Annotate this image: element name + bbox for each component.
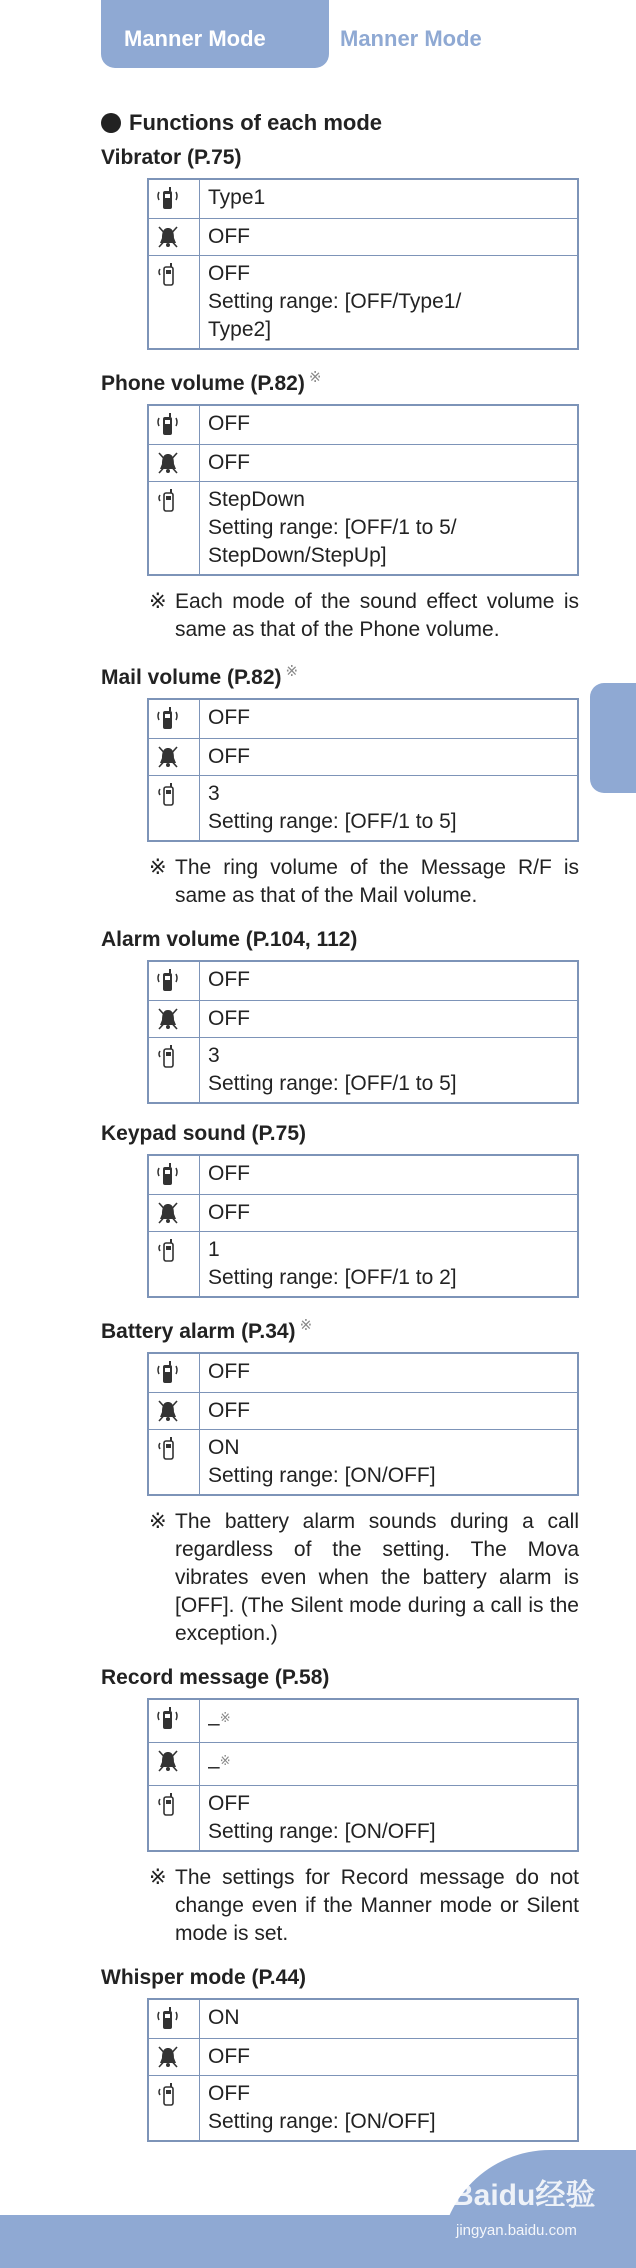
setting-value bbox=[200, 179, 579, 219]
setting-title bbox=[101, 662, 581, 690]
footnote-mark: ※ bbox=[149, 1866, 167, 1889]
setting-item bbox=[101, 1122, 581, 1298]
side-index-tab bbox=[590, 683, 636, 793]
setting-value-line: Setting range: [ON/OFF] bbox=[208, 1464, 436, 1487]
manner-mode-icon bbox=[148, 256, 200, 350]
table-row bbox=[148, 2039, 578, 2076]
setting-value-line: OFF bbox=[208, 1792, 250, 1815]
setting-value-line: 1 bbox=[208, 1238, 220, 1261]
mode-settings-table bbox=[147, 1998, 579, 2142]
setting-item bbox=[101, 1966, 581, 2142]
bullet-icon bbox=[101, 113, 121, 133]
setting-value bbox=[200, 219, 579, 256]
table-row bbox=[148, 699, 578, 739]
setting-item bbox=[101, 1666, 581, 1948]
setting-value-line: Setting range: [OFF/1 to 5/ bbox=[208, 516, 457, 539]
table-row bbox=[148, 1999, 578, 2039]
setting-title bbox=[101, 1666, 581, 1690]
silent-mode-icon bbox=[148, 1195, 200, 1232]
setting-value-line: Setting range: [OFF/1 to 5] bbox=[208, 810, 457, 833]
footnote-mark: ※ bbox=[149, 590, 167, 613]
setting-value-line: OFF bbox=[208, 1162, 250, 1185]
manner-mode-icon bbox=[148, 776, 200, 842]
setting-value-line: OFF bbox=[208, 968, 250, 991]
setting-value bbox=[200, 1195, 579, 1232]
setting-value-line: OFF bbox=[208, 225, 250, 248]
mode-settings-table bbox=[147, 178, 579, 350]
setting-value-line: OFF bbox=[208, 451, 250, 474]
normal-mode-icon bbox=[148, 179, 200, 219]
setting-value bbox=[200, 776, 579, 842]
footnote-mark: ※ bbox=[149, 856, 167, 879]
setting-item bbox=[101, 928, 581, 1104]
setting-value-line: Setting range: [ON/OFF] bbox=[208, 1820, 436, 1843]
table-row bbox=[148, 2076, 578, 2142]
setting-value bbox=[200, 1038, 579, 1104]
setting-title-text: Phone volume (P.82) bbox=[101, 372, 305, 395]
table-row bbox=[148, 1038, 578, 1104]
mode-settings-table bbox=[147, 1698, 579, 1852]
table-row bbox=[148, 1743, 578, 1786]
setting-value-line: 3 bbox=[208, 1044, 220, 1067]
table-row bbox=[148, 1353, 578, 1393]
setting-title-text: Mail volume (P.82) bbox=[101, 666, 282, 689]
setting-value bbox=[200, 482, 579, 576]
normal-mode-icon bbox=[148, 1155, 200, 1195]
table-row bbox=[148, 445, 578, 482]
setting-value bbox=[200, 256, 579, 350]
setting-title-text: Record message (P.58) bbox=[101, 1666, 330, 1689]
manner-mode-icon bbox=[148, 1232, 200, 1298]
note-reference-mark: ※ bbox=[219, 1753, 231, 1768]
setting-value bbox=[200, 1155, 579, 1195]
header-title: Manner Mode bbox=[340, 26, 482, 51]
setting-value-line: StepDown bbox=[208, 488, 305, 511]
setting-value bbox=[200, 1353, 579, 1393]
silent-mode-icon bbox=[148, 2039, 200, 2076]
footnote bbox=[149, 588, 579, 644]
setting-value bbox=[200, 739, 579, 776]
setting-value bbox=[200, 1743, 579, 1786]
normal-mode-icon bbox=[148, 1353, 200, 1393]
table-row bbox=[148, 1232, 578, 1298]
setting-item bbox=[101, 146, 581, 350]
note-reference-mark: ※ bbox=[285, 663, 299, 680]
setting-value bbox=[200, 1001, 579, 1038]
setting-title-text: Vibrator (P.75) bbox=[101, 146, 242, 169]
table-row bbox=[148, 405, 578, 445]
setting-value-line: OFF bbox=[208, 1201, 250, 1224]
setting-title-text: Battery alarm (P.34) bbox=[101, 1320, 296, 1343]
setting-value-line: Setting range: [OFF/Type1/ bbox=[208, 290, 462, 313]
setting-value-line: OFF bbox=[208, 2082, 250, 2105]
watermark-sub: jingyan.baidu.com bbox=[456, 2222, 577, 2239]
setting-value-line: ON bbox=[208, 2006, 240, 2029]
table-row bbox=[148, 776, 578, 842]
setting-title bbox=[101, 1122, 581, 1146]
content bbox=[101, 110, 581, 2160]
setting-value-text: – bbox=[208, 1755, 220, 1778]
items-list bbox=[101, 146, 581, 2142]
table-row bbox=[148, 1155, 578, 1195]
setting-value bbox=[200, 445, 579, 482]
manner-mode-icon bbox=[148, 1038, 200, 1104]
mode-settings-table bbox=[147, 1352, 579, 1496]
table-row bbox=[148, 961, 578, 1001]
setting-title bbox=[101, 1966, 581, 1990]
normal-mode-icon bbox=[148, 1699, 200, 1743]
section-heading-text: Functions of each mode bbox=[129, 110, 383, 135]
note-reference-mark: ※ bbox=[299, 1317, 313, 1334]
setting-value-line: Setting range: [OFF/1 to 5] bbox=[208, 1072, 457, 1095]
manner-mode-icon bbox=[148, 1430, 200, 1496]
table-row bbox=[148, 739, 578, 776]
setting-value-line: Setting range: [ON/OFF] bbox=[208, 2110, 436, 2133]
silent-mode-icon bbox=[148, 1743, 200, 1786]
silent-mode-icon bbox=[148, 739, 200, 776]
header-tab-label: Manner Mode bbox=[124, 26, 266, 51]
mode-settings-table bbox=[147, 404, 579, 576]
setting-title-text: Alarm volume (P.104, 112) bbox=[101, 928, 358, 951]
setting-value-line: OFF bbox=[208, 745, 250, 768]
silent-mode-icon bbox=[148, 445, 200, 482]
manner-mode-icon bbox=[148, 482, 200, 576]
manner-mode-icon bbox=[148, 1786, 200, 1852]
footnote bbox=[149, 1864, 579, 1948]
setting-value-text: – bbox=[208, 1712, 220, 1735]
setting-value-line: 3 bbox=[208, 782, 220, 805]
setting-value-line: Type1 bbox=[208, 186, 266, 209]
mode-settings-table bbox=[147, 960, 579, 1104]
setting-value-line: OFF bbox=[208, 706, 250, 729]
mode-settings-table bbox=[147, 1154, 579, 1298]
setting-value-line bbox=[208, 1704, 569, 1738]
setting-value-line: OFF bbox=[208, 262, 250, 285]
setting-value bbox=[200, 699, 579, 739]
setting-value-line: OFF bbox=[208, 412, 250, 435]
footnote bbox=[149, 854, 579, 910]
silent-mode-icon bbox=[148, 1001, 200, 1038]
setting-value bbox=[200, 961, 579, 1001]
setting-value bbox=[200, 1699, 579, 1743]
setting-value-line: OFF bbox=[208, 1007, 250, 1030]
normal-mode-icon bbox=[148, 1999, 200, 2039]
footnote-mark: ※ bbox=[149, 1510, 167, 1533]
setting-title bbox=[101, 1316, 581, 1344]
table-row bbox=[148, 1699, 578, 1743]
setting-value bbox=[200, 1232, 579, 1298]
note-reference-mark: ※ bbox=[308, 369, 322, 386]
setting-title-text: Keypad sound (P.75) bbox=[101, 1122, 306, 1145]
manner-mode-icon bbox=[148, 2076, 200, 2142]
footnote-text: The ring volume of the Message R/F is same as that of the Mail volume. bbox=[175, 856, 579, 907]
setting-value-line: StepDown/StepUp] bbox=[208, 544, 387, 567]
setting-title bbox=[101, 146, 581, 170]
table-row bbox=[148, 179, 578, 219]
setting-value-line: ON bbox=[208, 1436, 240, 1459]
table-row bbox=[148, 1786, 578, 1852]
setting-value-line: Setting range: [OFF/1 to 2] bbox=[208, 1266, 457, 1289]
silent-mode-icon bbox=[148, 1393, 200, 1430]
table-row bbox=[148, 1430, 578, 1496]
setting-value-line: OFF bbox=[208, 1399, 250, 1422]
footnote-text: The settings for Record message do not change even if the Manner mode or Silent mode is set. bbox=[175, 1866, 579, 1945]
footnote-text: Each mode of the sound effect volume is same as that of the Phone volume. bbox=[175, 590, 579, 641]
setting-value bbox=[200, 1393, 579, 1430]
setting-value bbox=[200, 1430, 579, 1496]
setting-item bbox=[101, 368, 581, 644]
watermark: Baidu经验 bbox=[452, 2179, 596, 2212]
normal-mode-icon bbox=[148, 699, 200, 739]
normal-mode-icon bbox=[148, 405, 200, 445]
normal-mode-icon bbox=[148, 961, 200, 1001]
setting-value-line: OFF bbox=[208, 2045, 250, 2068]
silent-mode-icon bbox=[148, 219, 200, 256]
setting-value bbox=[200, 1786, 579, 1852]
setting-value bbox=[200, 1999, 579, 2039]
setting-item bbox=[101, 662, 581, 910]
footnote-text: The battery alarm sounds during a call regardless of the setting. The Mova vibrates even when the battery alarm is [OFF]. (The Silent mode during a call is the exception.) bbox=[175, 1510, 579, 1645]
mode-settings-table bbox=[147, 698, 579, 842]
setting-title bbox=[101, 928, 581, 952]
table-row bbox=[148, 256, 578, 350]
section-heading bbox=[101, 110, 581, 136]
table-row bbox=[148, 1001, 578, 1038]
setting-value bbox=[200, 2076, 579, 2142]
table-row bbox=[148, 482, 578, 576]
setting-value bbox=[200, 2039, 579, 2076]
footnote bbox=[149, 1508, 579, 1648]
setting-value bbox=[200, 405, 579, 445]
table-row bbox=[148, 219, 578, 256]
setting-title bbox=[101, 368, 581, 396]
setting-item bbox=[101, 1316, 581, 1648]
setting-value-line: OFF bbox=[208, 1360, 250, 1383]
table-row bbox=[148, 1393, 578, 1430]
table-row bbox=[148, 1195, 578, 1232]
setting-title-text: Whisper mode (P.44) bbox=[101, 1966, 306, 1989]
setting-value-line: Type2] bbox=[208, 318, 272, 341]
note-reference-mark: ※ bbox=[219, 1710, 231, 1725]
setting-value-line bbox=[208, 1747, 569, 1781]
